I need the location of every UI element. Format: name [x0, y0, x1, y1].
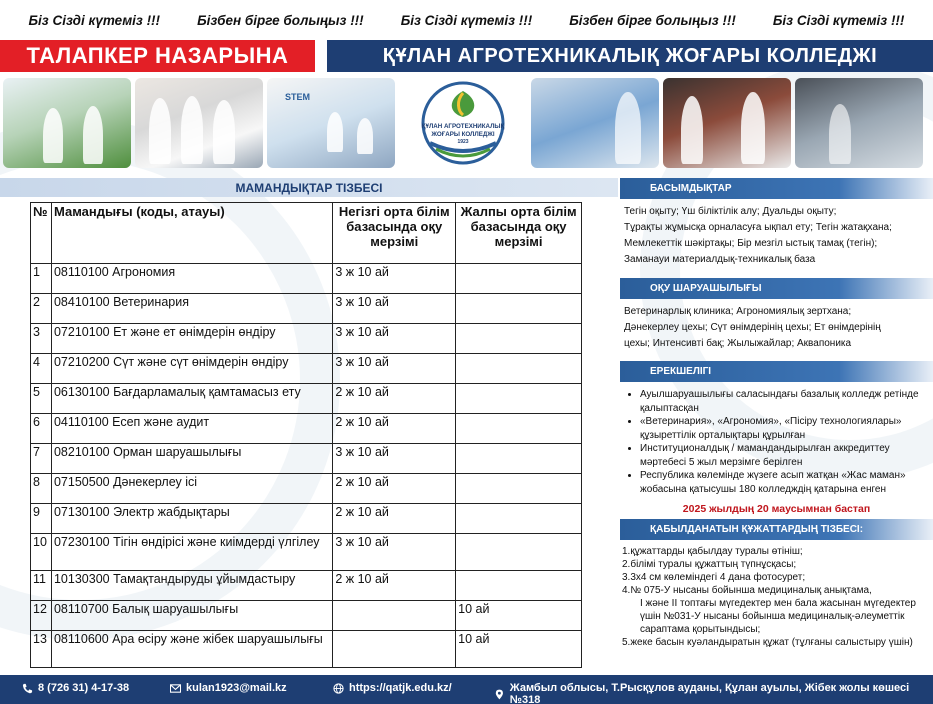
row-number: 3 — [31, 324, 52, 354]
document-item: 2.білімі туралы құжаттың түпнұсқасы; — [622, 559, 797, 570]
svg-text:ЖОҒАРЫ КОЛЛЕДЖІ: ЖОҒАРЫ КОЛЛЕДЖІ — [431, 131, 495, 138]
table-row — [31, 474, 582, 504]
features-title: ЕРЕКШЕЛІГІ — [620, 361, 933, 382]
basic-duration: 3 ж 10 ай — [333, 354, 456, 384]
document-item: I және II топтағы мүгедектер мен бала жасынан мүгедектер үшін №031-У нысаны бойынша медициналық-әлеуметтік сараптама қорытындысы; — [640, 598, 916, 635]
phone-number: 8 (726 31) 4-17-38 — [38, 682, 130, 694]
feature-item: • Республика көлемінде жүзеге асып жатқан «Жас маман» жобасына қатысушы 180 колледждің қатарына енген — [640, 469, 929, 496]
features-list — [620, 382, 933, 500]
training-line: цехы; Интенсивті бақ; Жылыжайлар; Аквапоника — [624, 338, 852, 349]
table-row — [31, 601, 582, 631]
globe-icon — [333, 683, 344, 694]
address-text: Жамбыл облысы, Т.Рысқұлов ауданы, Құлан ауылы, Жібек жолы көшесі №318 — [509, 682, 910, 704]
table-row — [31, 354, 582, 384]
specialties-title: МАМАНДЫҚТАР ТІЗБЕСІ — [0, 178, 618, 197]
general-duration — [456, 534, 582, 571]
advantages-line: Тегін оқыту; Үш біліктілік алу; Дуальды оқыту; — [624, 206, 837, 217]
column-header: № — [31, 203, 52, 264]
training-title: ОҚУ ШАРУАШЫЛЫҒЫ — [620, 278, 933, 299]
greenhouse-photo — [3, 78, 131, 168]
lab-students-photo — [135, 78, 263, 168]
table-header-row — [31, 203, 582, 264]
svg-text:ҚҰЛАН АГРОТЕХНИКАЛЫҚ: ҚҰЛАН АГРОТЕХНИКАЛЫҚ — [421, 123, 505, 130]
specialty-name: 08410100 Ветеринария — [51, 294, 332, 324]
general-duration: 10 ай — [456, 601, 582, 631]
advantages-line: Тұрақты жұмысқа орналасуға ықпал ету; Тегін жатақхана; — [624, 222, 892, 233]
row-number: 9 — [31, 504, 52, 534]
advantages-text — [620, 199, 933, 278]
photo-strip — [3, 78, 930, 168]
contact-footer — [0, 675, 933, 704]
applicant-title: ТАЛАПКЕР НАЗАРЫНА — [0, 40, 315, 72]
row-number: 8 — [31, 474, 52, 504]
title-bar — [0, 40, 933, 72]
row-number: 2 — [31, 294, 52, 324]
slogan: Біз Сіздi күтеміз !!! — [28, 12, 161, 28]
specialty-name: 08210100 Орман шаруашылығы — [51, 444, 332, 474]
specialty-name: 07130100 Электр жабдықтары — [51, 504, 332, 534]
feature-item: • «Ветеринария», «Агрономия», «Пісіру технологиялары» құзыреттілік орталықтары құрылған — [640, 415, 929, 442]
document-item: 3.3х4 см көлеміндегі 4 дана фотосурет; — [622, 572, 806, 583]
slogan: Бізбен бірге болыңыз !!! — [197, 12, 364, 28]
info-panel — [620, 178, 933, 654]
slogan: Біз Сіздi күтеміз !!! — [400, 12, 533, 28]
basic-duration: 3 ж 10 ай — [333, 294, 456, 324]
column-header: Жалпы орта білім базасында оқу мерзімі — [456, 203, 582, 264]
start-date-note: 2025 жылдың 20 маусымнан бастап — [682, 503, 871, 515]
basic-duration — [333, 631, 456, 668]
specialty-name: 10130300 Тамақтандыруды ұйымдастыру — [51, 571, 332, 601]
row-number: 1 — [31, 264, 52, 294]
website-url: https://qatjk.edu.kz/ — [349, 682, 452, 694]
table-row — [31, 534, 582, 571]
general-duration — [456, 384, 582, 414]
phone-contact[interactable] — [22, 682, 129, 694]
document-item: 5.жеке басын куәландыратын құжат (тұлғаны салыстыру үшін) — [622, 637, 913, 648]
svg-text:1923: 1923 — [457, 139, 469, 145]
documents-list — [620, 540, 933, 654]
advantages-title: БАСЫМДЫҚТАР — [620, 178, 933, 199]
table-row — [31, 294, 582, 324]
phone-icon — [22, 683, 33, 694]
row-number: 7 — [31, 444, 52, 474]
row-number: 13 — [31, 631, 52, 668]
table-row — [31, 571, 582, 601]
specialty-name: 08110700 Балық шаруашылығы — [51, 601, 332, 631]
training-text — [620, 299, 933, 361]
email-contact[interactable] — [170, 682, 287, 694]
general-duration: 10 ай — [456, 631, 582, 668]
specialty-name: 06130100 Бағдарламалық қамтамасыз ету — [51, 384, 332, 414]
basic-duration: 3 ж 10 ай — [333, 444, 456, 474]
slogan-bar — [0, 0, 933, 40]
stem-classroom-photo — [267, 78, 395, 168]
advantages-line: Мемлекеттік шәкіртақы; Бір мезгіл ыстық тамақ (тегін); — [624, 238, 878, 249]
advantages-line: Заманауи материалдық-техникалық база — [624, 254, 816, 265]
location-pin-icon — [494, 689, 505, 700]
table-row — [31, 631, 582, 668]
row-number: 4 — [31, 354, 52, 384]
general-duration — [456, 324, 582, 354]
row-number: 10 — [31, 534, 52, 571]
basic-duration — [333, 601, 456, 631]
general-duration — [456, 414, 582, 444]
specialty-name: 04110100 Есеп және аудит — [51, 414, 332, 444]
row-number: 5 — [31, 384, 52, 414]
basic-duration: 2 ж 10 ай — [333, 571, 456, 601]
document-item: 4.№ 075-У нысаны бойынша медициналық анықтама, — [622, 585, 872, 596]
specialty-name: 07210100 Ет және ет өнімдерін өндіру — [51, 324, 332, 354]
specialties-table — [30, 202, 582, 668]
college-title: ҚҰЛАН АГРОТЕХНИКАЛЫҚ ЖОҒАРЫ КОЛЛЕДЖІ — [327, 40, 933, 72]
table-row — [31, 264, 582, 294]
training-line: Ветеринарлық клиника; Агрономиялық зертхана; — [624, 306, 852, 317]
basic-duration: 3 ж 10 ай — [333, 534, 456, 571]
cooking-class-photo — [663, 78, 791, 168]
table-row — [31, 504, 582, 534]
basic-duration: 2 ж 10 ай — [333, 504, 456, 534]
website-contact[interactable] — [333, 682, 452, 694]
stem-label: STEM — [285, 92, 311, 102]
email-address: kulan1923@mail.kz — [186, 682, 287, 694]
document-item: 1.құжаттарды қабылдау туралы өтініш; — [622, 546, 803, 557]
column-header: Мамандығы (коды, атауы) — [51, 203, 332, 264]
specialty-name: 07150500 Дәнекерлеу ісі — [51, 474, 332, 504]
mail-icon — [170, 683, 181, 694]
table-row — [31, 444, 582, 474]
column-header: Негізгі орта білім базасында оқу мерзімі — [333, 203, 456, 264]
college-logo — [399, 78, 527, 168]
training-line: Дәнекерлеу цехы; Сүт өнімдерінің цехы; Ет өнімдерінің — [624, 322, 881, 333]
basic-duration: 3 ж 10 ай — [333, 324, 456, 354]
lab-research-photo — [531, 78, 659, 168]
specialty-name: 08110100 Агрономия — [51, 264, 332, 294]
general-duration — [456, 294, 582, 324]
general-duration — [456, 571, 582, 601]
college-emblem-icon — [418, 81, 508, 165]
row-number: 6 — [31, 414, 52, 444]
basic-duration: 2 ж 10 ай — [333, 384, 456, 414]
slogan: Біз Сіздi күтеміз !!! — [772, 12, 905, 28]
basic-duration: 2 ж 10 ай — [333, 474, 456, 504]
general-duration — [456, 354, 582, 384]
row-number: 11 — [31, 571, 52, 601]
general-duration — [456, 264, 582, 294]
address-contact — [494, 682, 933, 704]
feature-item: • Ауылшаруашылығы саласындағы базалық колледж ретінде қалыптасқан — [640, 388, 929, 415]
general-duration — [456, 444, 582, 474]
feature-item: • Институционалдық / мамандандырылған аккредиттеу мәртебесі 5 жыл мерзімге берілген — [640, 442, 929, 469]
table-row — [31, 414, 582, 444]
basic-duration: 2 ж 10 ай — [333, 414, 456, 444]
general-duration — [456, 474, 582, 504]
workshop-photo — [795, 78, 923, 168]
basic-duration: 3 ж 10 ай — [333, 264, 456, 294]
general-duration — [456, 504, 582, 534]
slogan: Бізбен бірге болыңыз !!! — [569, 12, 736, 28]
specialty-name: 07210200 Сүт және сүт өнімдерін өндіру — [51, 354, 332, 384]
table-row — [31, 384, 582, 414]
row-number: 12 — [31, 601, 52, 631]
documents-title: ҚАБЫЛДАНАТЫН ҚҰЖАТТАРДЫҢ ТІЗБЕСІ: — [620, 519, 933, 540]
specialty-name: 07230100 Тігін өндірісі және киімдерді үлгілеу — [51, 534, 332, 571]
table-row — [31, 324, 582, 354]
specialty-name: 08110600 Ара өсіру және жібек шаруашылығы — [51, 631, 332, 668]
